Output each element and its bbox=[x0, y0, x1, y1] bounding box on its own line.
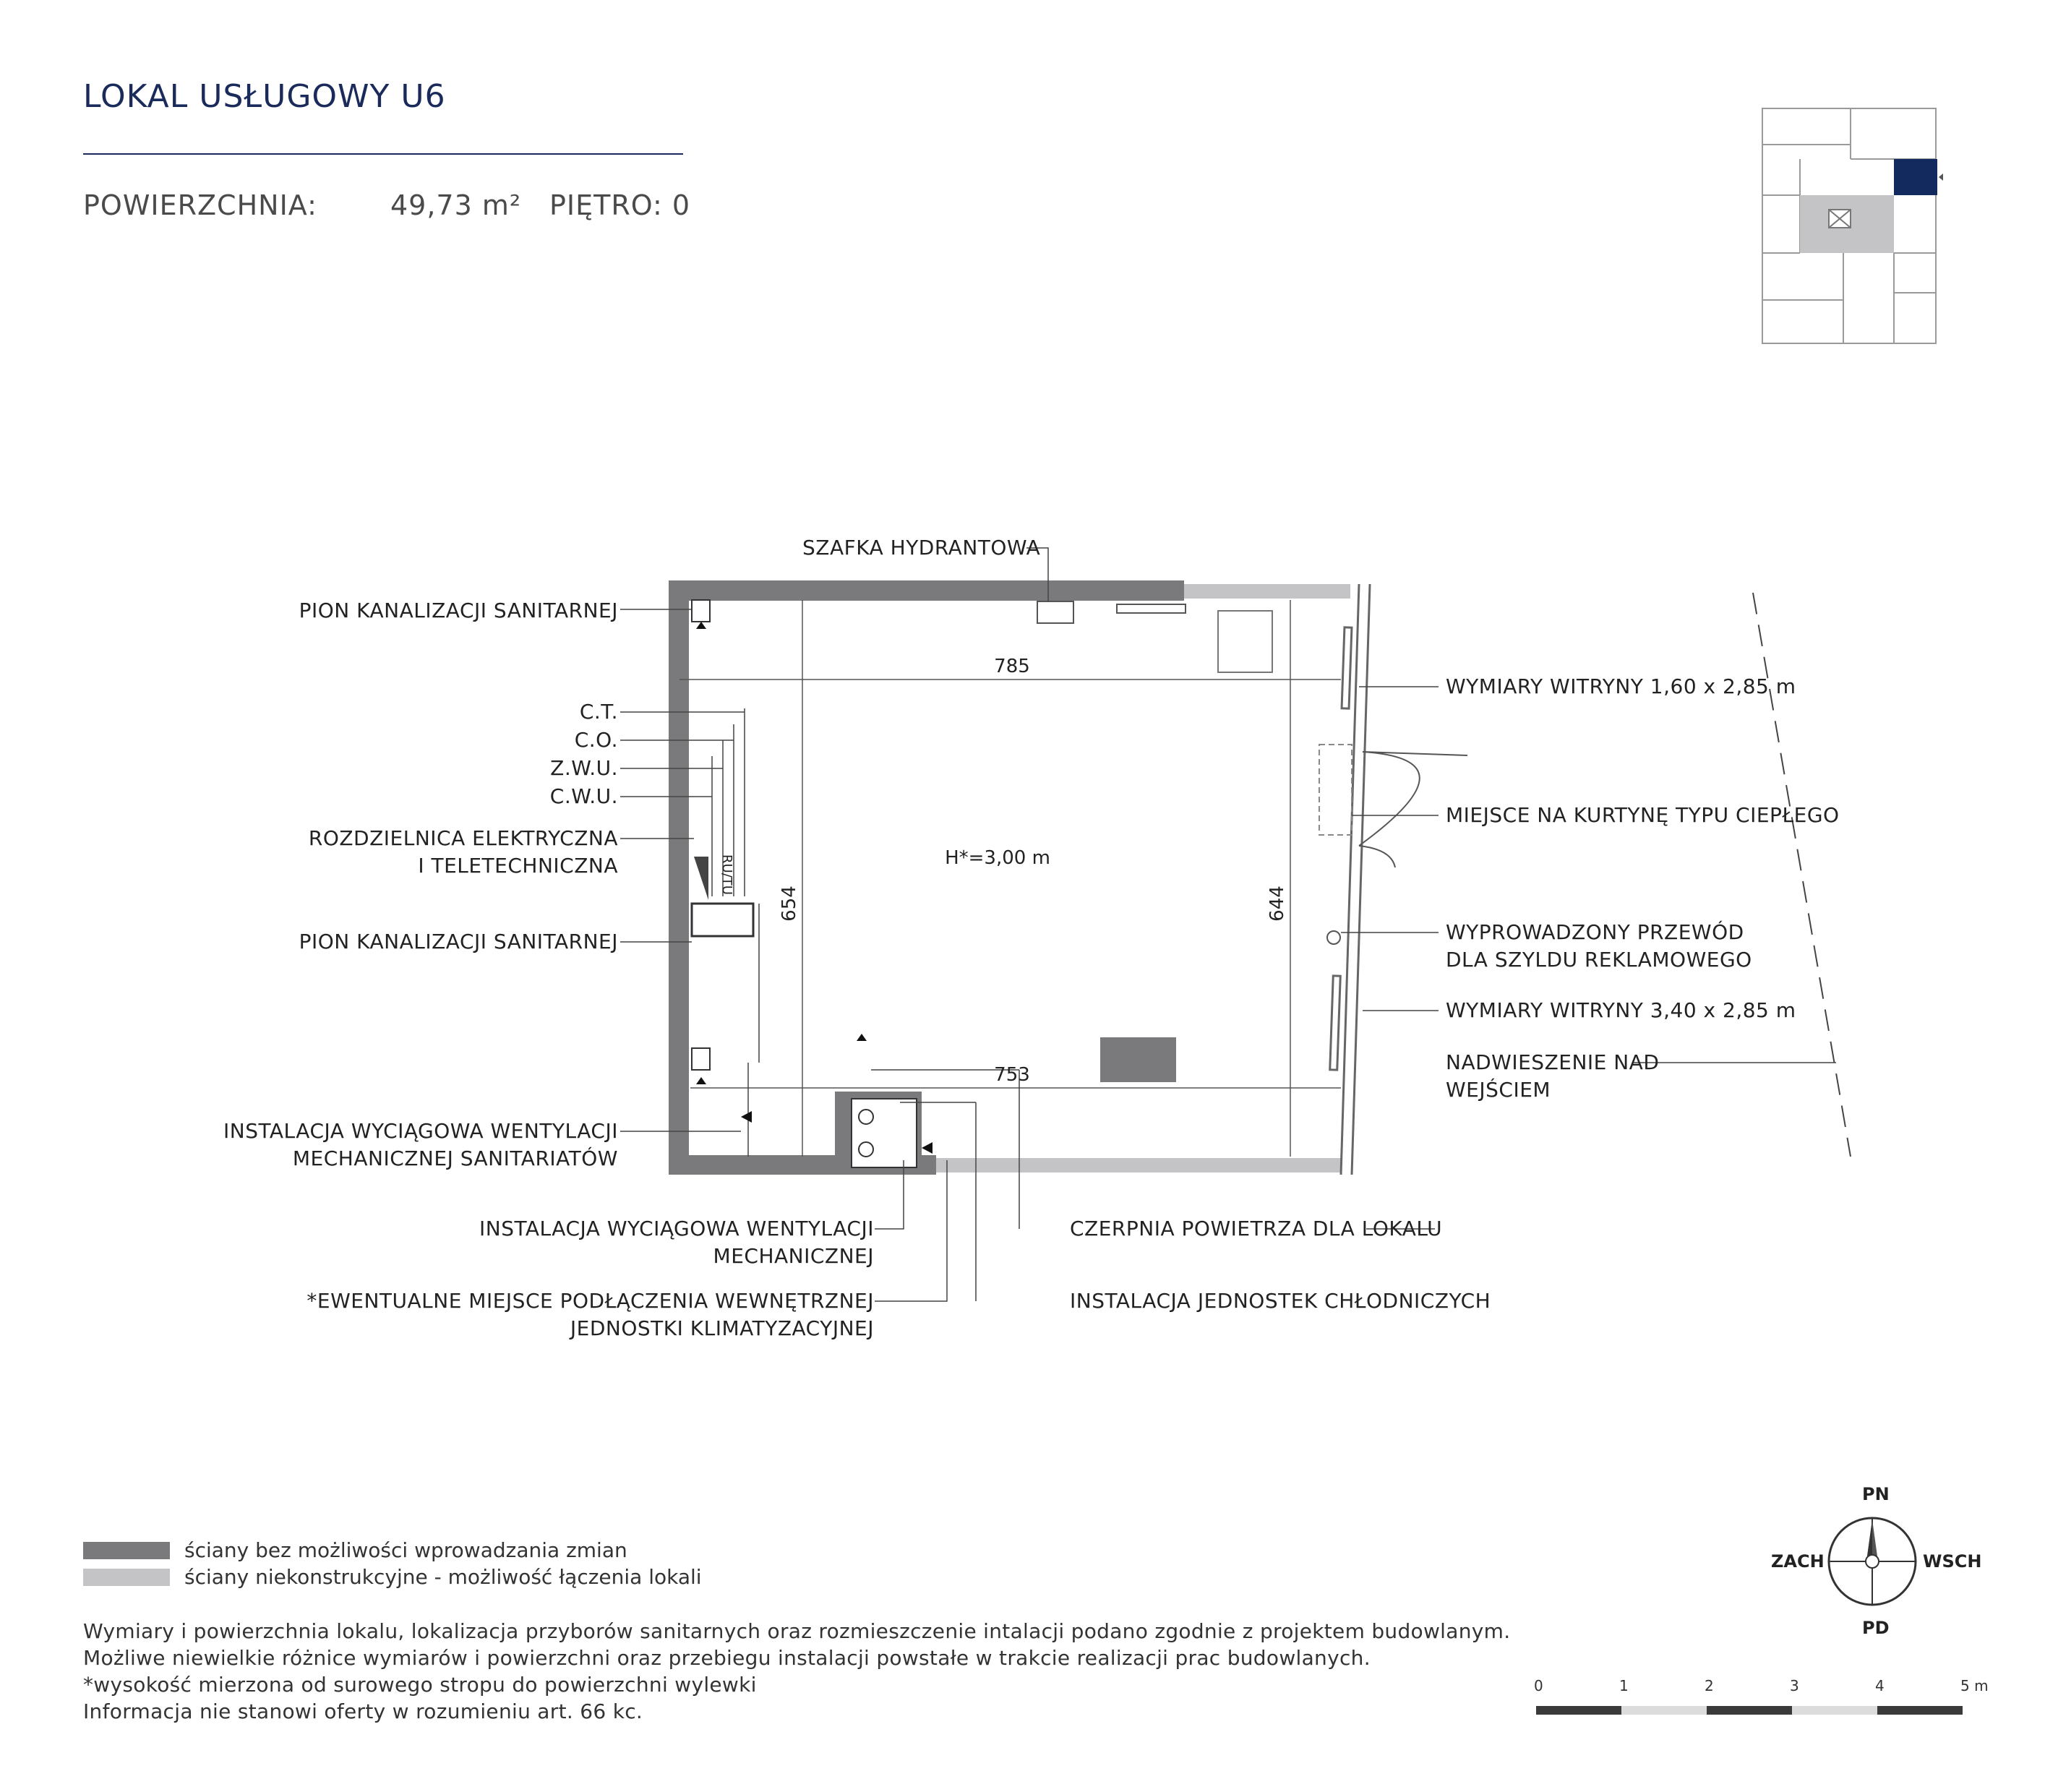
label-wyciag-sanit-1: INSTALACJA WYCIĄGOWA WENTYLACJI bbox=[223, 1119, 618, 1143]
scale-bar bbox=[1536, 1706, 1963, 1715]
scale-tick-0: 0 bbox=[1534, 1677, 1543, 1694]
scale-tick-2: 2 bbox=[1705, 1677, 1714, 1694]
title-divider bbox=[83, 153, 683, 155]
scale-tick-3: 3 bbox=[1790, 1677, 1799, 1694]
label-szafka-hydrantowa: SZAFKA HYDRANTOWA bbox=[802, 536, 1041, 560]
label-chlodnicze: INSTALACJA JEDNOSTEK CHŁODNICZYCH bbox=[1070, 1289, 1491, 1313]
label-wyciag-1: INSTALACJA WYCIĄGOWA WENTYLACJI bbox=[479, 1217, 874, 1240]
unit-highlight bbox=[1894, 159, 1937, 195]
key-plan bbox=[1757, 105, 1945, 351]
legend-structural: ściany bez możliwości wprowadzania zmian bbox=[184, 1538, 627, 1562]
label-wyciag-2: MECHANICZNEJ bbox=[713, 1244, 874, 1268]
legend-swatch-nonstructural bbox=[83, 1569, 170, 1586]
legend-nonstructural: ściany niekonstrukcyjne - możliwość łączenia lokali bbox=[184, 1565, 702, 1589]
label-pion-1: PION KANALIZACJI SANITARNEJ bbox=[299, 599, 618, 622]
label-przewod-2: DLA SZYLDU REKLAMOWEGO bbox=[1446, 948, 1752, 972]
dimension-height-left: 654 bbox=[779, 886, 800, 922]
compass-north: PN bbox=[1862, 1484, 1890, 1504]
note-line-4: Informacja nie stanowi oferty w rozumieniu art. 66 kc. bbox=[83, 1699, 643, 1723]
label-wyciag-sanit-2: MECHANICZNEJ SANITARIATÓW bbox=[292, 1146, 618, 1170]
floor-label: PIĘTRO: 0 bbox=[549, 189, 691, 221]
ceiling-height: H*=3,00 m bbox=[945, 847, 1050, 869]
label-pion-2: PION KANALIZACJI SANITARNEJ bbox=[299, 930, 618, 953]
compass-south: PD bbox=[1862, 1618, 1890, 1638]
riser-label: RU/TU bbox=[719, 854, 734, 895]
label-zwu: Z.W.U. bbox=[550, 756, 618, 780]
compass-west: ZACH bbox=[1771, 1551, 1825, 1572]
scale-tick-1: 1 bbox=[1619, 1677, 1629, 1694]
label-nadwieszenie-2: WEJŚCIEM bbox=[1446, 1078, 1551, 1102]
label-kurtyna: MIEJSCE NA KURTYNĘ TYPU CIEPŁEGO bbox=[1446, 803, 1840, 827]
area-label: POWIERZCHNIA: bbox=[83, 189, 317, 221]
note-line-3: *wysokość mierzona od surowego stropu do powierzchni wylewki bbox=[83, 1673, 757, 1697]
label-czerpnia: CZERPNIA POWIETRZA DLA LOKALU bbox=[1070, 1217, 1443, 1240]
label-witryna-2: WYMIARY WITRYNY 3,40 x 2,85 m bbox=[1446, 998, 1796, 1022]
label-co: C.O. bbox=[574, 728, 618, 752]
label-nadwieszenie-1: NADWIESZENIE NAD bbox=[1446, 1050, 1660, 1074]
label-ct: C.T. bbox=[579, 700, 618, 724]
compass-east: WSCH bbox=[1923, 1551, 1982, 1572]
label-rozdzielnica-2: I TELETECHNICZNA bbox=[418, 854, 618, 878]
page-title: LOKAL USŁUGOWY U6 bbox=[83, 78, 446, 115]
note-line-2: Możliwe niewielkie różnice wymiarów i powierzchni oraz przebiegu instalacji powstałe w trakcie realizacji prac budowlanych. bbox=[83, 1646, 1371, 1670]
label-klima-1: *EWENTUALNE MIEJSCE PODŁĄCZENIA WEWNĘTRZNEJ bbox=[306, 1289, 874, 1313]
label-rozdzielnica-1: ROZDZIELNICA ELEKTRYCZNA bbox=[308, 826, 618, 850]
scale-tick-4: 4 bbox=[1875, 1677, 1885, 1694]
area-value: 49,73 m² bbox=[390, 189, 522, 221]
dimension-width-top: 785 bbox=[994, 656, 1030, 677]
label-klima-2: JEDNOSTKI KLIMATYZACYJNEJ bbox=[570, 1316, 874, 1340]
scale-tick-5: 5 m bbox=[1960, 1677, 1989, 1694]
note-line-1: Wymiary i powierzchnia lokalu, lokalizacja przyborów sanitarnych oraz rozmieszczenie intalacji podano zgodnie z projektem budowlanym. bbox=[83, 1619, 1511, 1643]
dimension-height-right: 644 bbox=[1266, 886, 1288, 922]
label-cwu: C.W.U. bbox=[549, 784, 618, 808]
compass-icon bbox=[1822, 1511, 1923, 1612]
legend-swatch-structural bbox=[83, 1542, 170, 1559]
dimension-width-bottom: 753 bbox=[994, 1064, 1030, 1086]
label-przewod-1: WYPROWADZONY PRZEWÓD bbox=[1446, 920, 1744, 944]
label-witryna-1: WYMIARY WITRYNY 1,60 x 2,85 m bbox=[1446, 674, 1796, 698]
